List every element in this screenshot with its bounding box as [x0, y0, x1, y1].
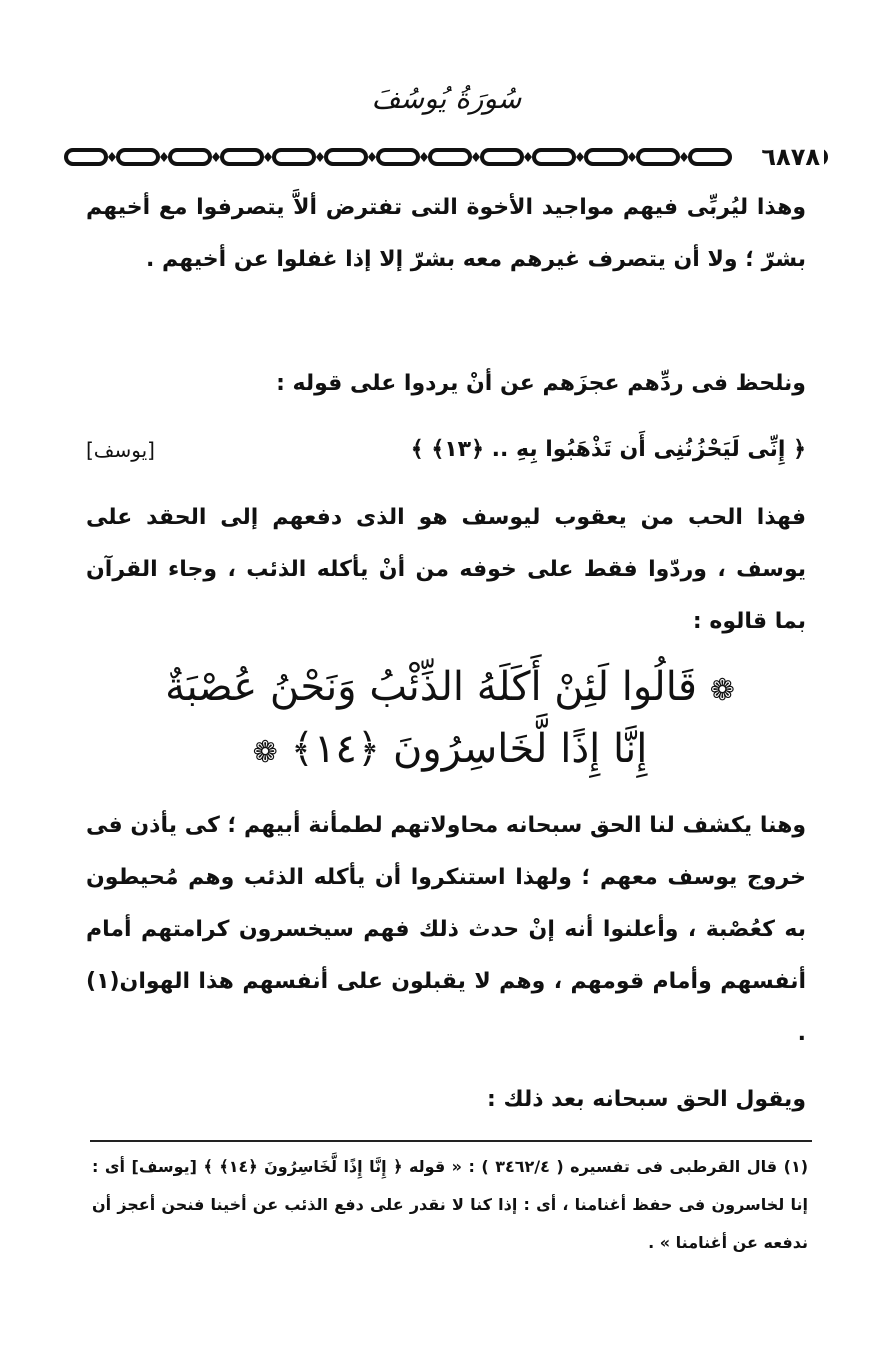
quran-verse: قَالُوا لَئِنْ أَكَلَهُ الذِّئْبُ وَنَحْنُ عُصْبَةٌ إِنَّا إِذًا لَّخَاسِرُونَ ﴿١٤﴾ [165, 664, 698, 772]
paragraph-2: ونلحظ فى ردِّهم عجزَهم عن أنْ يردوا على قوله : [276, 371, 806, 396]
verse-open-ornament-icon: ❁ [709, 673, 735, 708]
footnote: (١) قال القرطبى فى تفسيره ( ٣٤٦٢/٤ ) : « قوله ﴿ إِنَّا إِذًا لَّخَاسِرُونَ ﴿١٤﴾ ﴾ [يوسف] أى : إنا لخاسرون فى حفظ أغنامنا ، أى : إذا كنا لا نقدر على دفع الذئب عن أخينا فنحن أعجز أن ندفعه عن أغنامنا » . [92, 1157, 809, 1252]
paragraph-3: فهذا الحب من يعقوب ليوسف هو الذى دفعهم إلى الحقد على يوسف ، وردّوا فقط على خوفه من أنْ يأكله الذئب ، وجاء القرآن بما قالوه : [86, 505, 806, 634]
paragraph-4: وهنا يكشف لنا الحق سبحانه محاولاتهم لطمأنة أبيهم ؛ كى يأذن فى خروج يوسف معهم ؛ ولهذا استنكروا أن يأكله الذئب وهم مُحيطون به كعُصْبة ، وأعلنوا أنه إنْ حدث ذلك فهم سيخسرون كرامتهم أمام أنفسهم وأمام قومهم ، وهم لا يقبلون على أنفسهم هذا الهوان(١) . [86, 813, 806, 1046]
surah-title: سُورَةُ يُوسُفَ [371, 82, 522, 115]
verse-quote-line [86, 424, 806, 476]
chain-ornament-icon [62, 142, 832, 172]
decorative-header-band [62, 142, 832, 172]
verse-quote: ﴿ إِنِّى لَيَحْزُنُنِى أَن تَذْهَبُوا بِهِ .. ﴿١٣﴾ ﴾ [410, 437, 806, 462]
paragraph-5: ويقول الحق سبحانه بعد ذلك : [487, 1087, 806, 1112]
footnote-divider [90, 1140, 812, 1142]
quran-verse-block [150, 658, 750, 782]
page-number: ٦٨٧٨ [757, 142, 824, 172]
verse-reference: [يوسف] [86, 438, 155, 462]
verse-close-ornament-icon: ❁ [252, 735, 278, 770]
paragraph-1: وهذا ليُربِّى فيهم مواجيد الأخوة التى تفترض ألاَّ يتصرفوا مع أخيهم بشرّ ؛ ولا أن يتصرف غيرهم معه بشرّ إلا إذا غفلوا عن أخيهم . [86, 195, 806, 272]
